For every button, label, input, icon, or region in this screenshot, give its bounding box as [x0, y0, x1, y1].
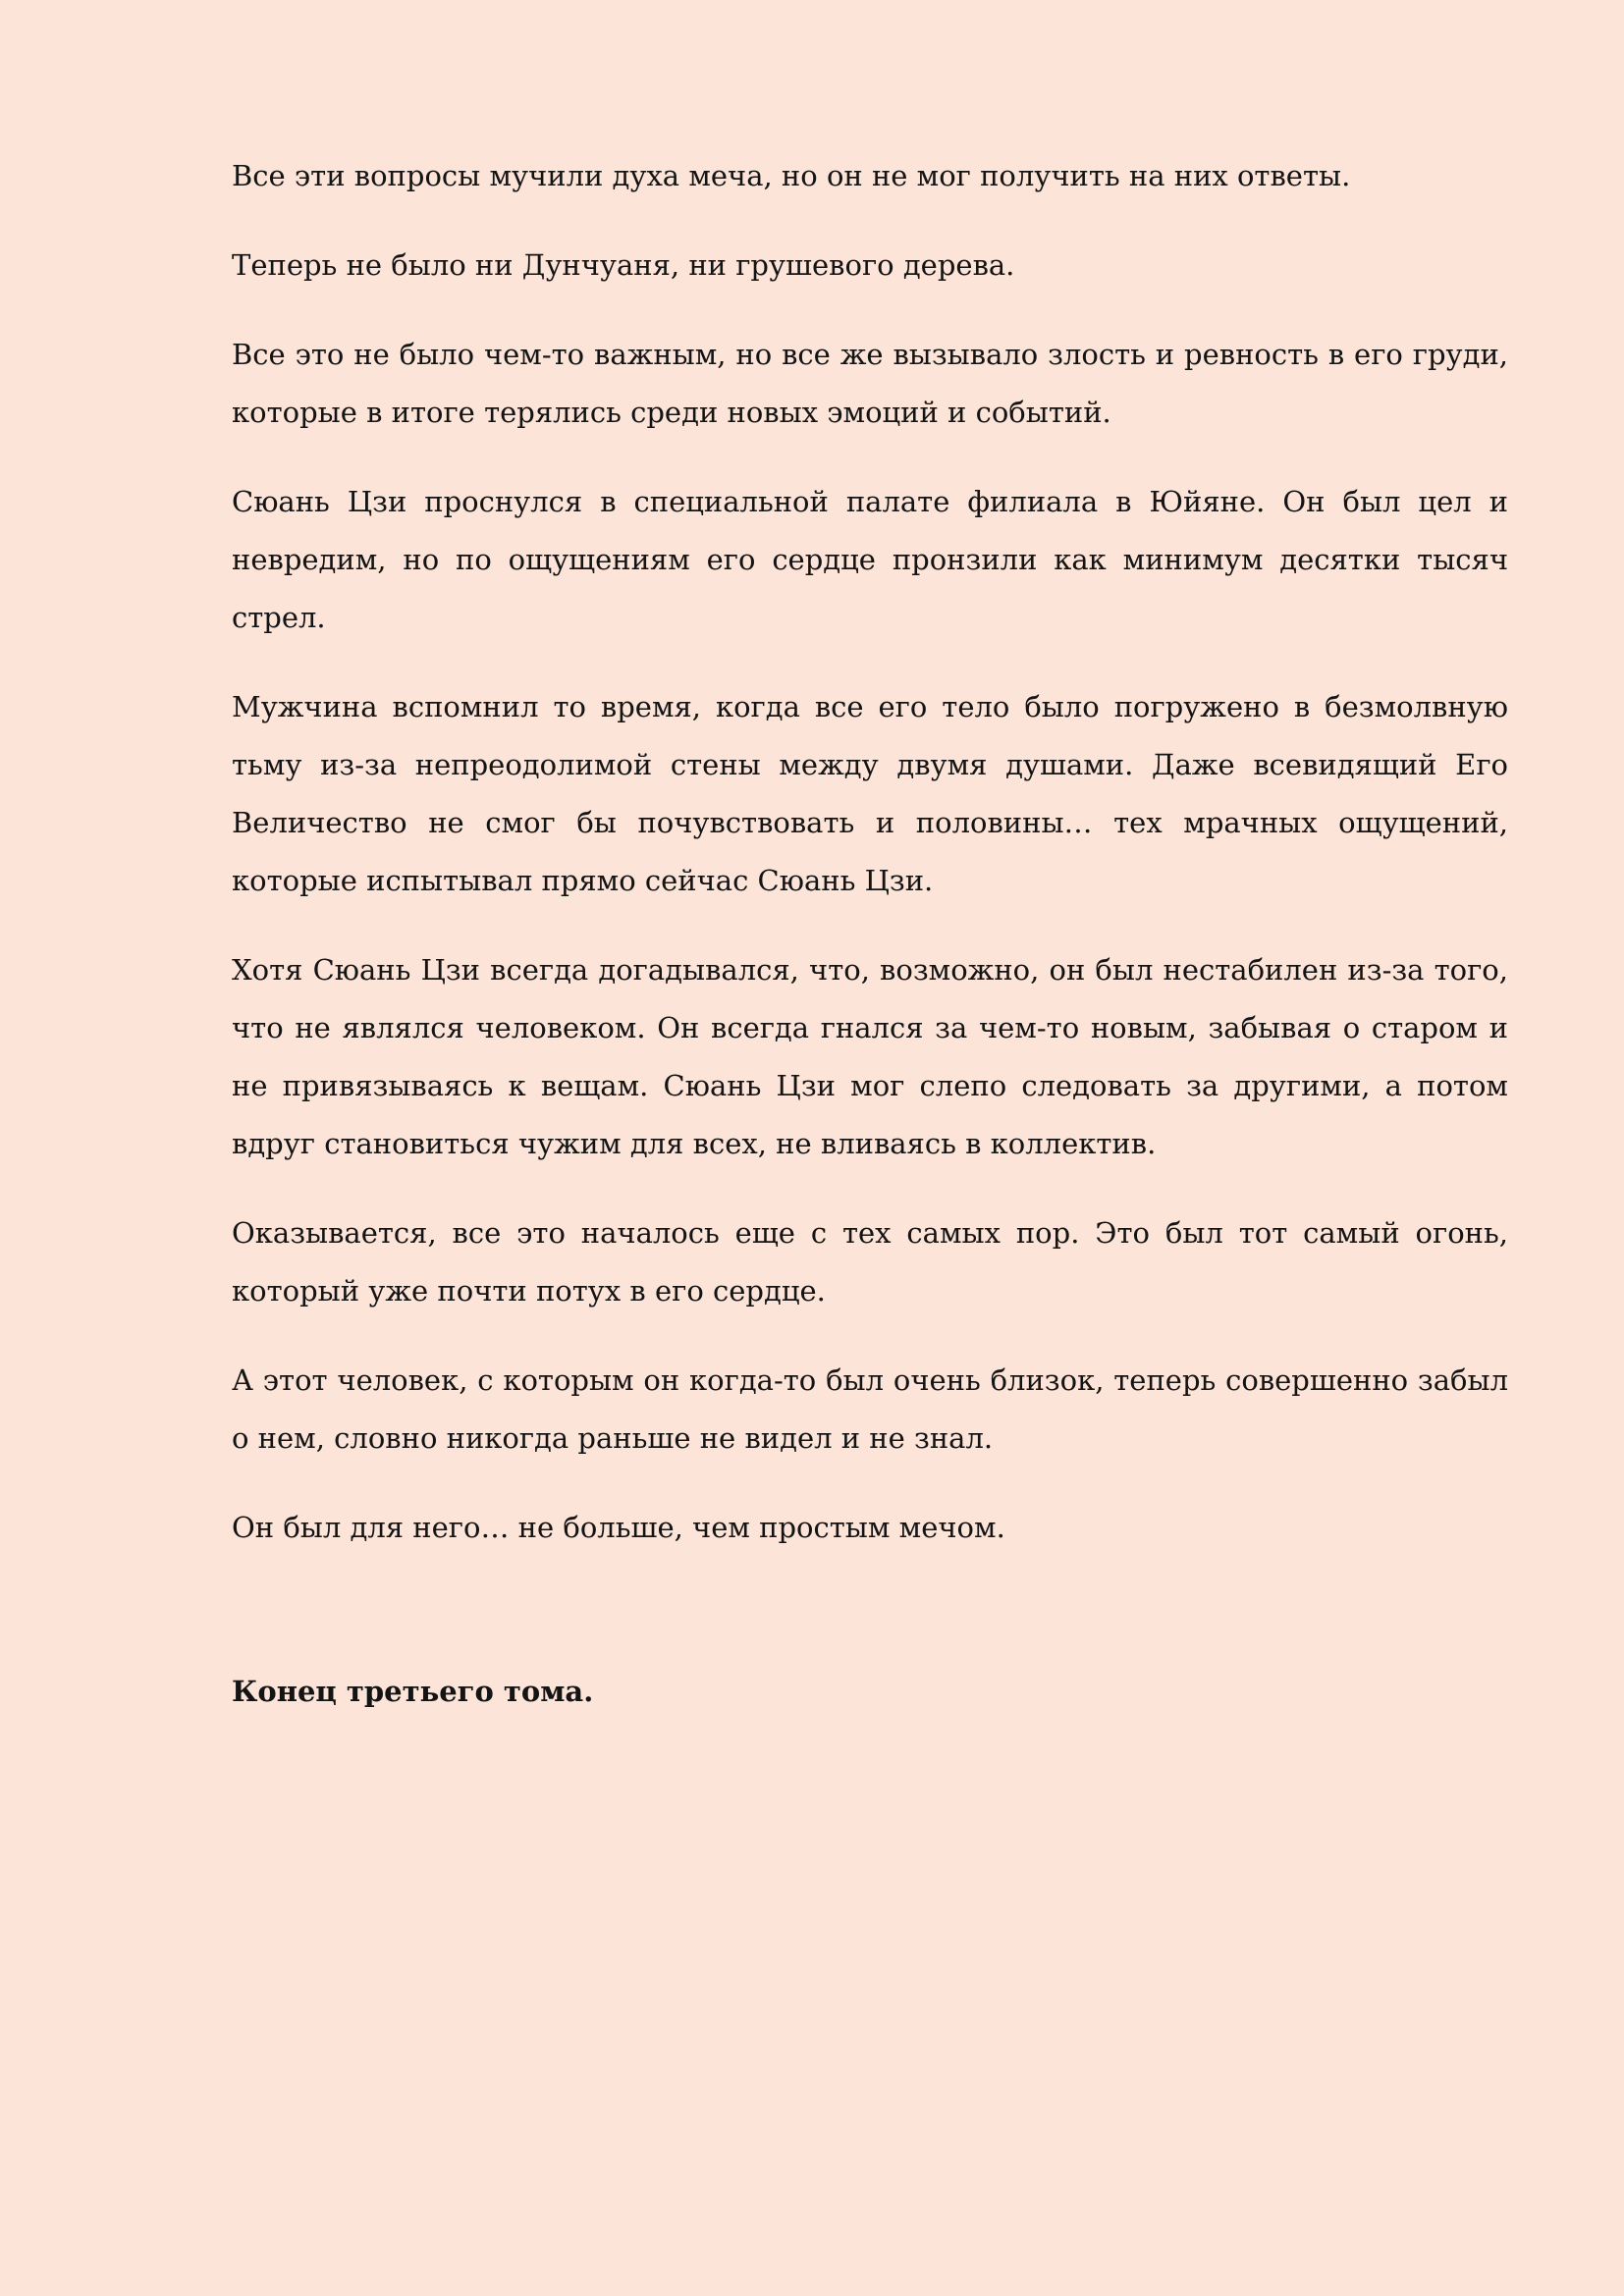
volume-end-note: Конец третьего тома.: [232, 1675, 594, 1708]
paragraph-2: Теперь не было ни Дунчуаня, ни грушевого дерева.: [232, 248, 1015, 282]
paragraph-4: Сюань Цзи проснулся в специальной палате филиала в Юйяне. Он был цел и невредим, но по ощущениям его сердце пронзили как минимум десятки тысяч стрел.: [232, 485, 1508, 634]
body-text: [232, 147, 1508, 1557]
paragraph-6: Хотя Сюань Цзи всегда догадывался, что, возможно, он был нестабилен из-за того, что не являлся человеком. Он всегда гнался за чем-то новым, забывая о старом и не привязываясь к вещам. Сюань Цзи мог слепо следовать за другими, а потом вдруг становиться чужим для всех, не вливаясь в коллектив.: [232, 953, 1508, 1160]
paragraph-1: Все эти вопросы мучили духа меча, но он не мог получить на них ответы.: [232, 159, 1351, 192]
paragraph-8: А этот человек, с которым он когда-то был очень близок, теперь совершенно забыл о нем, словно никогда раньше не видел и не знал.: [232, 1363, 1508, 1455]
paragraph-5: Мужчина вспомнил то время, когда все его тело было погружено в безмолвную тьму из-за непреодолимой стены между двумя душами. Даже всевидящий Его Величество не смог бы почувствовать и половины… тех мрачных ощущений, которые испытывал прямо сейчас Сюань Цзи.: [232, 690, 1508, 897]
paragraph-9: Он был для него… не больше, чем простым мечом.: [232, 1511, 1005, 1544]
paragraph-7: Оказывается, все это началось еще с тех самых пор. Это был тот самый огонь, который уже почти потух в его сердце.: [232, 1216, 1508, 1308]
paragraph-3: Все это не было чем-то важным, но все же вызывало злость и ревность в его груди, которые в итоге терялись среди новых эмоций и событий.: [232, 338, 1508, 429]
